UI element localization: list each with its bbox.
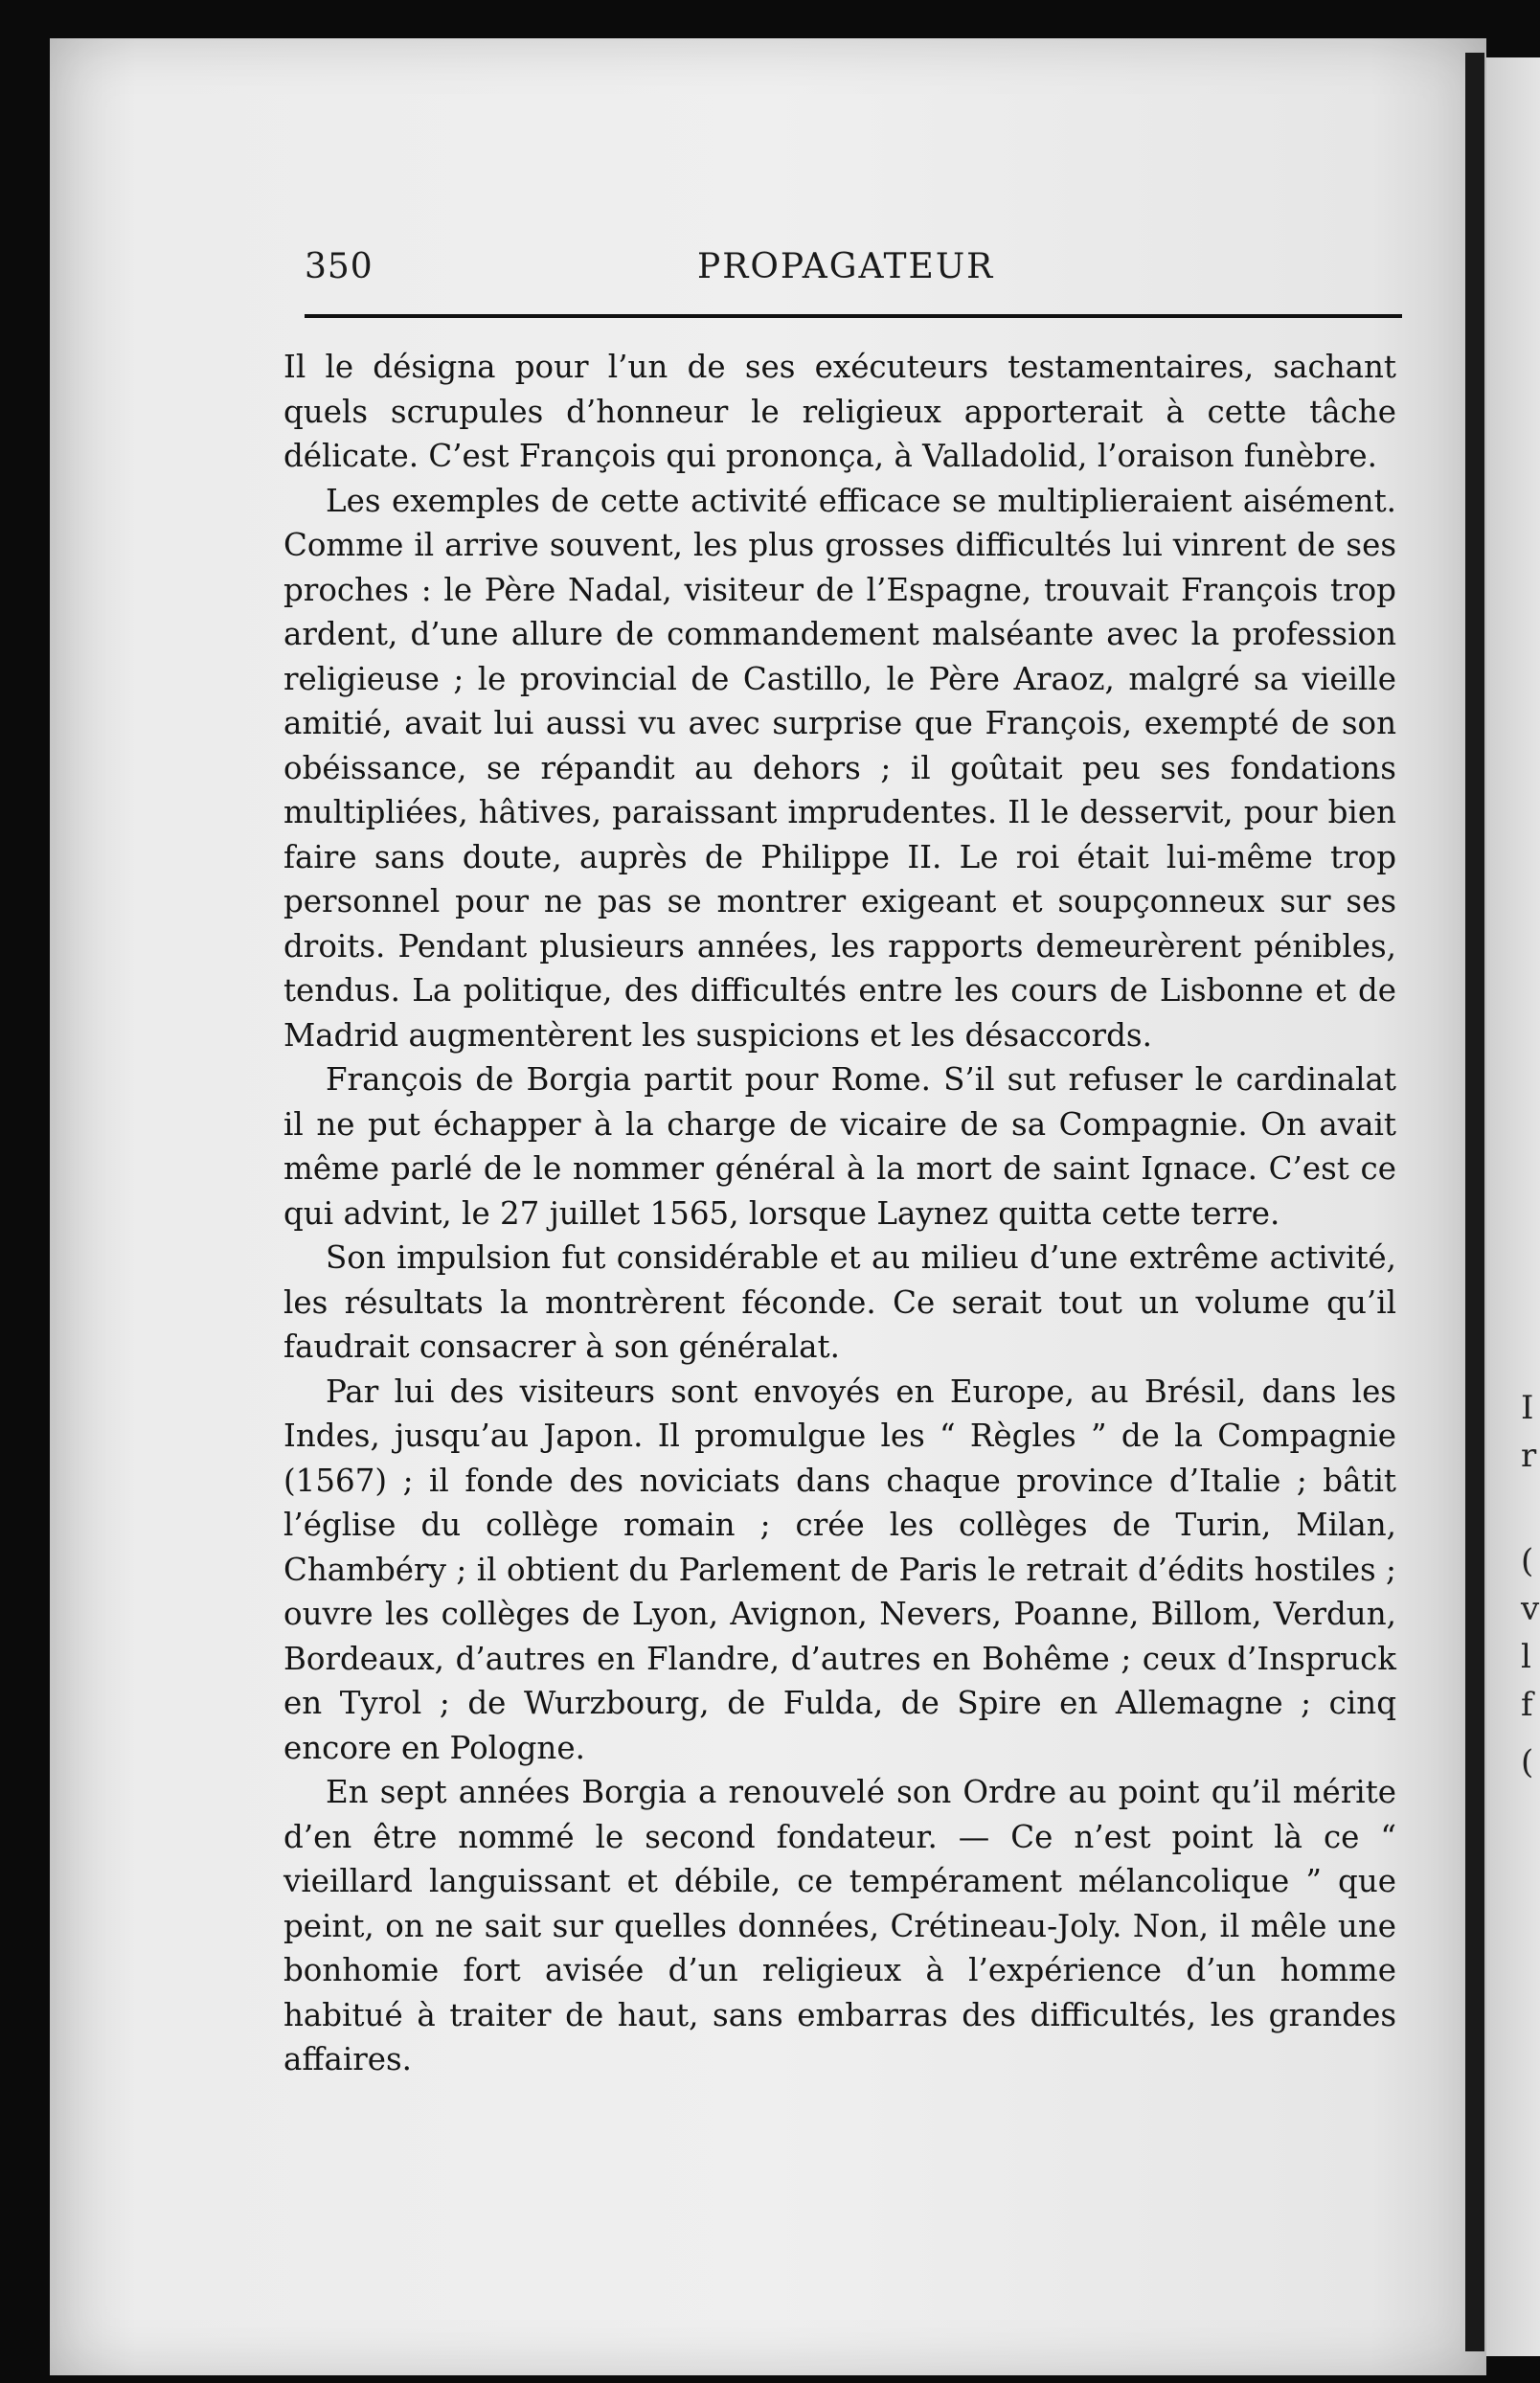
paragraph: Les exemples de cette activité efficace se multiplieraient aisément. Comme il arrive souvent, les plus grosses difficultés lui vinrent de ses proches : le Père Nadal, visiteur de l’Espagne, trouvait François trop ardent, d’une allure de commandement malséante avec la profession religieuse ; le provincial de Castillo, le Père Araoz, malgré sa vieille amitié, avait lui aussi vu avec surprise que François, exempté de son obéissance, se répandit au dehors ; il goûtait peu ses fondations multipliées, hâtives, paraissant imprudentes. Il le desservit, pour bien faire sans doute, auprès de Philippe II. Le roi était lui-même trop personnel pour ne pas se montrer exigeant et soupçonneux sur ses droits. Pendant plusieurs années, les rapports demeurèrent pénibles, tendus. La politique, des difficultés entre les cours de Lisbonne et de Madrid augmentèrent les suspicions et les désaccords. <box>283 482 1396 1054</box>
running-header <box>305 247 1398 295</box>
page-gutter <box>1465 53 1484 2351</box>
facing-page-letter: ( <box>1521 1743 1534 1782</box>
facing-page-letter: v <box>1521 1590 1540 1628</box>
header-rule <box>305 314 1402 318</box>
page-number: 350 <box>305 247 374 286</box>
facing-page-letter: f <box>1521 1686 1533 1724</box>
facing-page-letter: l <box>1521 1638 1531 1676</box>
facing-page-letter: I <box>1521 1389 1534 1427</box>
paragraph: Par lui des visiteurs sont envoyés en Europe, au Brésil, dans les Indes, jusqu’au Japon. Il promulgue les “ Règles ” de la Compagnie (1567) ; il fonde des noviciats dans chaque province d’Italie ; bâtit l’église du collège romain ; crée les collèges de Turin, Milan, Chambéry ; il obtient du Parlement de Paris le retrait d’édits hostiles ; ouvre les collèges de Lyon, Avignon, Nevers, Poanne, Billom, Verdun, Bordeaux, d’autres en Flandre, d’autres en Bohême ; ceux d’Inspruck en Tyrol ; de Wurzbourg, de Fulda, de Spire en Allemagne ; cinq encore en Pologne. <box>283 1373 1396 1766</box>
facing-page-letter: ( <box>1521 1542 1534 1580</box>
facing-page-letter: r <box>1521 1437 1537 1475</box>
paragraph: En sept années Borgia a renouvelé son Ordre au point qu’il mérite d’en être nommé le second fondateur. — Ce n’est point là ce “ vieillard languissant et débile, ce tempérament mélancolique ” que peint, on ne sait sur quelles données, Crétineau-Joly. Non, il mêle une bonhomie fort avisée d’un religieux à l’expérience d’un homme habitué à traiter de haut, sans embarras des difficultés, les grandes affaires. <box>283 1774 1396 2077</box>
paragraph: Son impulsion fut considérable et au milieu d’une extrême activité, les résultats la montrèrent féconde. Ce serait tout un volume qu’il faudrait consacrer à son généralat. <box>283 1239 1396 1365</box>
paragraph: Il le désigna pour l’un de ses exécuteurs testamentaires, sachant quels scrupules d’honneur le religieux apporterait à cette tâche délicate. C’est François qui prononça, à Valladolid, l’oraison funèbre. <box>283 349 1396 474</box>
facing-page-edge <box>1486 57 1540 2356</box>
body-text <box>283 345 1396 2082</box>
running-title: PROPAGATEUR <box>697 247 995 286</box>
paragraph: François de Borgia partit pour Rome. S’il sut refuser le cardinalat il ne put échapper à la charge de vicaire de sa Compagnie. On avait même parlé de le nommer général à la mort de saint Ignace. C’est ce qui advint, le 27 juillet 1565, lorsque Laynez quitta cette terre. <box>283 1061 1396 1232</box>
